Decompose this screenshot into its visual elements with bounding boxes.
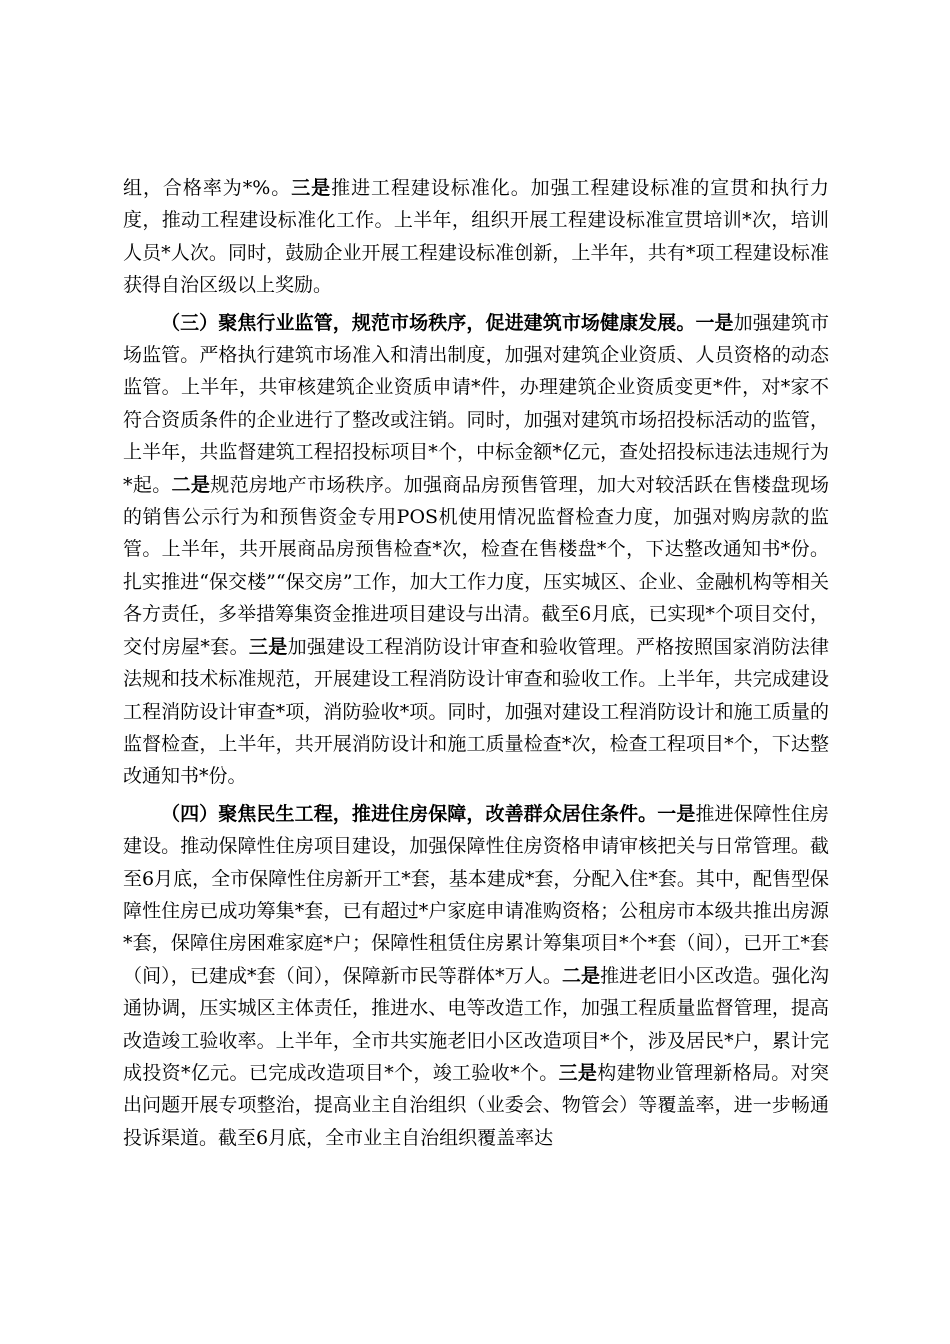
text-run-bold: 二是 bbox=[561, 964, 601, 987]
paragraph-industry-supervision bbox=[123, 307, 829, 793]
text-run: 构建物业管理新格局。对突出问题开展专项整治，提高业主自治组织（业委会、物管会）等覆盖率，进一步畅通投诉渠道。截至6月底，全市业主自治组织覆盖率达 bbox=[123, 1061, 829, 1149]
section-heading: （三）聚焦行业监管，规范市场秩序，促进建筑市场健康发展。一是 bbox=[161, 311, 734, 334]
text-run: 加强建设工程消防设计审查和验收管理。严格按照国家消防法律法规和技术标准规范，开展建设工程消防设计审查和验收工作。上半年，共完成建设工程消防设计审查*项，消防验收*项。同时，加强对建设工程消防设计和施工质量的监督检查，上半年，共开展消防设计和施工质量检查*次，检查工程项目*个，下达整改通知书*份。 bbox=[123, 635, 829, 788]
paragraph-livelihood-projects bbox=[123, 798, 829, 1154]
text-run-bold: 三是 bbox=[248, 635, 288, 658]
text-run-bold: 二是 bbox=[171, 473, 211, 496]
text-run: 组，合格率为*%。 bbox=[123, 177, 292, 199]
text-run: 推进老旧小区改造。强化沟通协调，压实城区主体责任，推进水、电等改造工作，加强工程质量监督管理，提高改造竣工验收率。上半年，全市共实施老旧小区改造项目*个，涉及居民*户，累计完成投资*亿元。已完成改造项目*个，竣工验收*个。 bbox=[123, 964, 829, 1084]
text-run: 推进工程建设标准化。加强工程建设标准的宣贯和执行力度，推动工程建设标准化工作。上半年，组织开展工程建设标准宣贯培训*次，培训人员*人次。同时，鼓励企业开展工程建设标准创新，上半年，共有*项工程建设标准获得自治区级以上奖励。 bbox=[123, 177, 829, 297]
text-run-bold: 三是 bbox=[558, 1061, 598, 1084]
section-heading: （四）聚焦民生工程，推进住房保障，改善群众居住条件。一是 bbox=[161, 802, 696, 825]
text-run-bold: 三是 bbox=[291, 177, 332, 199]
paragraph-standardization-end bbox=[123, 172, 829, 302]
text-run: 加强建筑市场监管。严格执行建筑市场准入和清出制度，加强对建筑企业资质、人员资格的动态监管。上半年，共审核建筑企业资质申请*件，办理建筑企业资质变更*件，对*家不符合资质条件的企业进行了整改或注销。同时，加强对建筑市场招投标活动的监管，上半年，共监督建筑工程招投标项目*个，中标金额*亿元，查处招投标违法违规行为*起。 bbox=[123, 311, 829, 496]
document-body bbox=[123, 172, 829, 1159]
text-run: 规范房地产市场秩序。加强商品房预售管理，加大对较活跃在售楼盘现场的销售公示行为和预售资金专用POS机使用情况监督检查力度，加强对购房款的监管。上半年，共开展商品房预售检查*次，检查在售楼盘*个，下达整改通知书*份。扎实推进“保交楼”“保交房”工作，加大工作力度，压实城区、企业、金融机构等相关各方责任，多举措筹集资金推进项目建设与出清。截至6月底，已实现*个项目交付，交付房屋*套。 bbox=[123, 473, 829, 658]
text-run: 推进保障性住房建设。推动保障性住房项目建设，加强保障性住房资格申请审核把关与日常管理。截至6月底，全市保障性住房新开工*套，基本建成*套，分配入住*套。其中，配售型保障性住房已成功筹集*套，已有超过*户家庭申请准购资格；公租房市本级共推出房源*套，保障住房困难家庭*户；保障性租赁住房累计筹集项目*个*套（间），已开工*套（间），已建成*套（间），保障新市民等群体*万人。 bbox=[123, 802, 829, 987]
